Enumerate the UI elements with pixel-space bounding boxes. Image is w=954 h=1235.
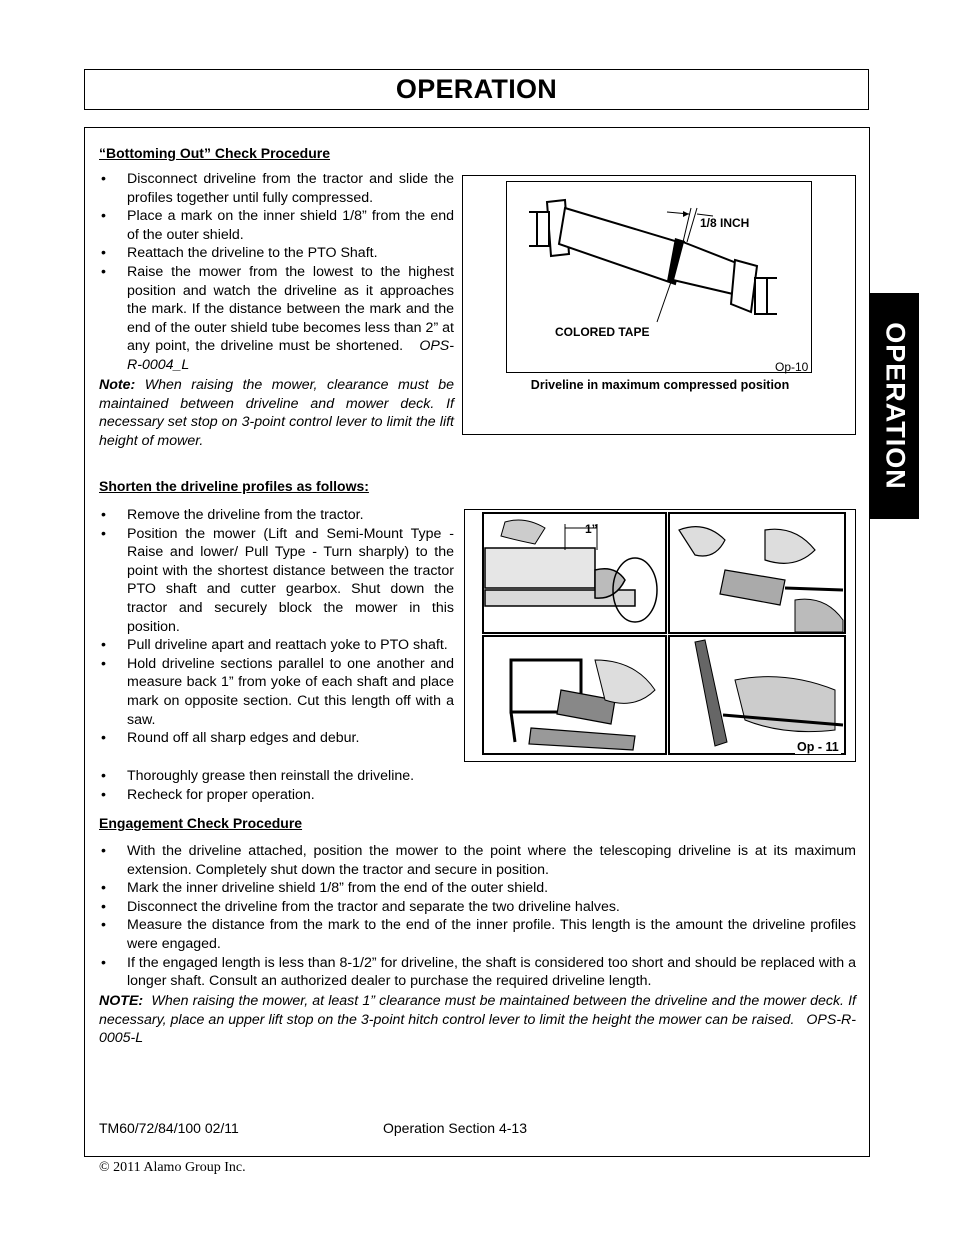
label-one-inch: 1” — [585, 522, 598, 536]
list-item: • If the engaged length is less than 8-1/2” for driveline, the shaft is considered too short and should be replaced with a longer shaft. Consult an authorized dealer to purchase the required driveline length. — [99, 954, 856, 991]
reference-code: OPS-R-0005-L — [99, 1011, 857, 1047]
list-item: • Thoroughly grease then reinstall the driveline. — [99, 767, 859, 786]
list-item: • Round off all sharp edges and debur. — [99, 729, 454, 748]
reference-code: OPS-R-0004_L — [127, 338, 454, 373]
note-label: NOTE: — [99, 993, 144, 1009]
list-item: • Reattach the driveline to the PTO Shaft. — [99, 244, 454, 263]
list-item: • Remove the driveline from the tractor. — [99, 506, 454, 525]
list-item: • Disconnect driveline from the tractor and slide the profiles together until fully compressed. — [99, 170, 454, 207]
footer-copyright: © 2011 Alamo Group Inc. — [99, 1160, 246, 1175]
driveline-illustration — [507, 182, 811, 372]
engagement-check-list — [99, 842, 856, 991]
note-paragraph-1 — [99, 376, 454, 450]
note-text: When raising the mower, clearance must be maintained between driveline and mower deck. If necessary set stop on 3-point control lever to limit the lift height of mower. — [99, 377, 454, 449]
figure-inner-frame — [506, 181, 812, 373]
note-text: When raising the mower, at least 1” clearance must be maintained between the driveline and the mower deck. If necessary, place an upper lift stop on the 3-point hitch control lever to limit the height the mower can be raised. — [99, 993, 856, 1028]
label-one-eighth-inch: 1/8 INCH — [700, 216, 750, 230]
shorten-driveline-list — [99, 506, 454, 748]
section-side-tab — [870, 293, 919, 519]
shorten-driveline-list-continued — [99, 767, 859, 804]
list-item: • Mark the inner driveline shield 1/8” from the end of the outer shield. — [99, 879, 856, 898]
label-colored-tape: COLORED TAPE — [555, 325, 650, 339]
page-header — [84, 69, 869, 110]
list-item: • Position the mower (Lift and Semi-Mount Type - Raise and lower/ Pull Type - Turn sharply) to the point with the shortest distance between the tractor PTO shaft and cutter gearbox. Shut down the tractor and securely block the mower in this position. — [99, 525, 454, 637]
bottoming-out-list — [99, 170, 454, 375]
note-label: Note: — [99, 377, 136, 393]
section-heading-bottoming-out: “Bottoming Out” Check Procedure — [99, 145, 331, 161]
list-item: • Place a mark on the inner shield 1/8” from the end of the outer shield. — [99, 207, 454, 244]
figure-shorten-steps — [464, 509, 856, 762]
figure-driveline-compressed — [462, 175, 856, 435]
list-item: • Recheck for proper operation. — [99, 786, 859, 805]
list-item: • Disconnect the driveline from the tractor and separate the two driveline halves. — [99, 898, 856, 917]
footer-page-number: Operation Section 4-13 — [383, 1120, 527, 1136]
figure-code-op10: Op-10 — [775, 360, 809, 374]
footer-model: TM60/72/84/100 02/11 — [99, 1120, 239, 1136]
note-paragraph-2 — [99, 992, 856, 1048]
list-item: • With the driveline attached, position the mower to the point where the telescoping driveline is at its maximum extension. Completely shut down the tractor and secure in position. — [99, 842, 856, 879]
side-tab-label: OPERATION — [880, 322, 910, 490]
list-item: • Raise the mower from the lowest to the highest position and watch the driveline as it approaches the mark. If the distance between the mark and the end of the outer shield tube becomes less than 2” at any point, the driveline must be shortened. OPS-R-0004_L — [99, 263, 454, 375]
figure-caption: Driveline in maximum compressed position — [530, 378, 790, 392]
section-heading-shorten-driveline: Shorten the driveline profiles as follows: — [99, 478, 369, 494]
section-heading-engagement-check: Engagement Check Procedure — [99, 815, 303, 831]
page-title: OPERATION — [395, 74, 558, 104]
shorten-steps-illustration — [465, 510, 855, 761]
list-item: • Hold driveline sections parallel to one another and measure back 1” from yoke of each shaft and place mark on opposite section. Cut this length off with a saw. — [99, 655, 454, 729]
list-item: • Pull driveline apart and reattach yoke to PTO shaft. — [99, 636, 454, 655]
list-item: • Measure the distance from the mark to the end of the inner profile. This length is the amount the driveline profiles were engaged. — [99, 916, 856, 953]
figure-code-op11: Op - 11 — [797, 740, 839, 754]
